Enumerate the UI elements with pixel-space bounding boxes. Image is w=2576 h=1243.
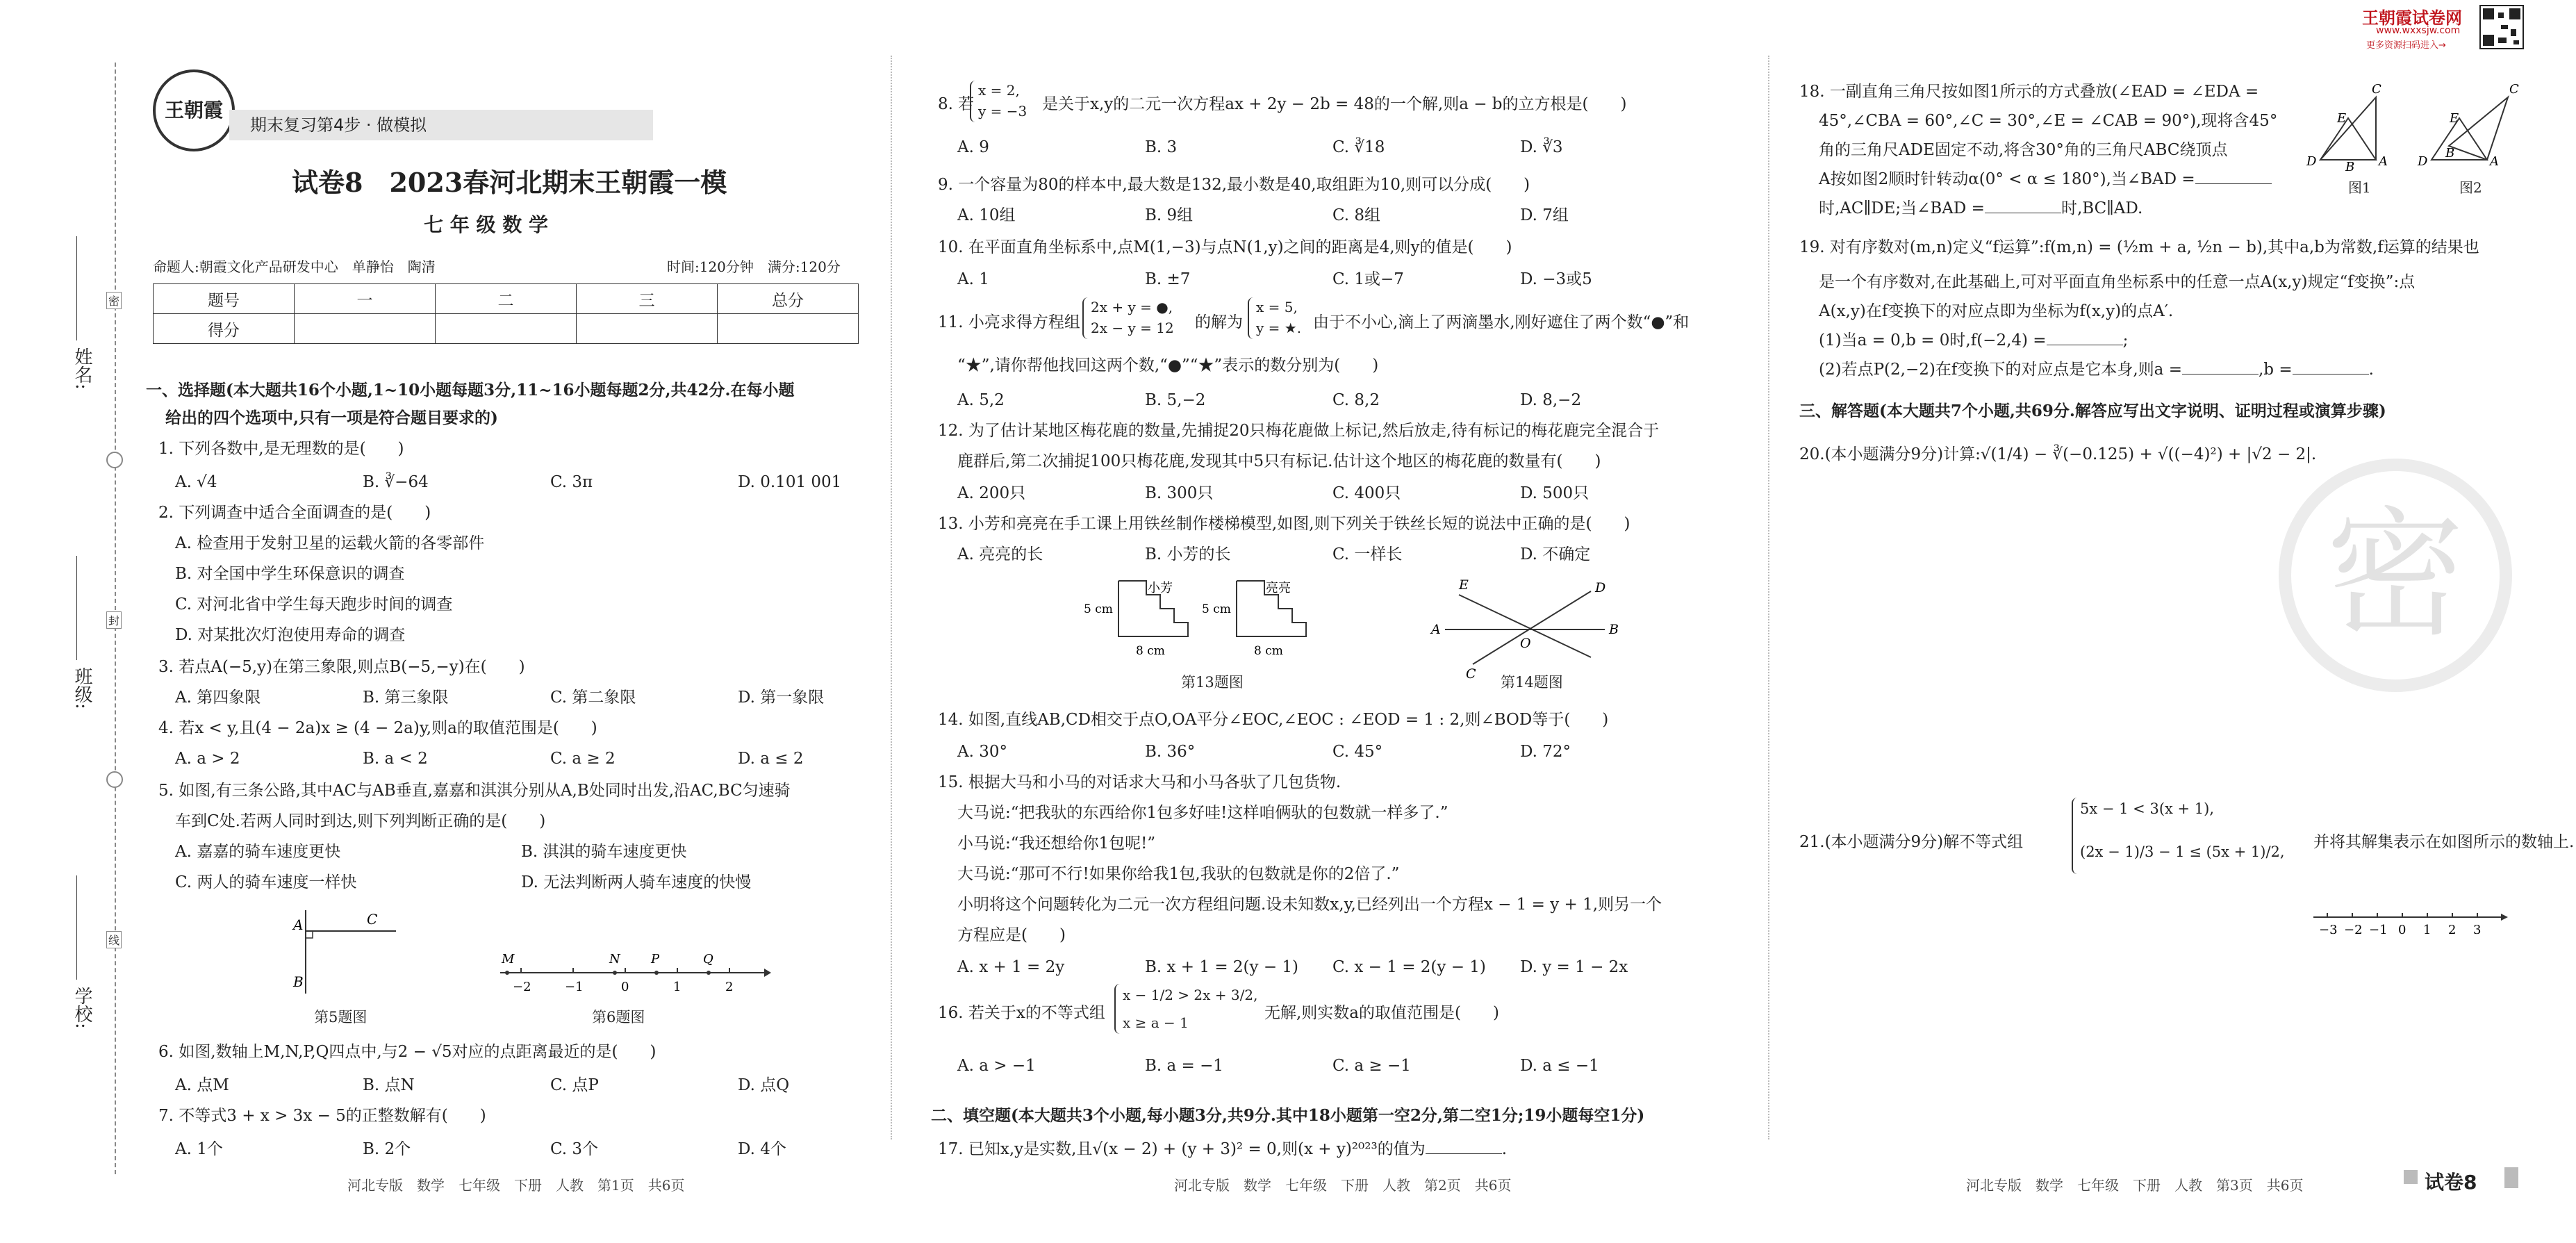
option[interactable]: D. ∛3: [1520, 138, 1563, 156]
score-header: 总分: [718, 284, 859, 314]
q16-options: [957, 1056, 1708, 1076]
option[interactable]: B. 300只: [1145, 484, 1214, 502]
q18-stem-cont: 角的三角尺ADE固定不动,将含30°角的三角尺ABC绕顶点: [1819, 141, 2228, 159]
q6-options: [175, 1076, 925, 1095]
page-footer: 河北专版 数学 七年级 下册 人教 第2页 共6页: [1174, 1177, 1512, 1194]
option[interactable]: B. 淇淇的骑车速度更快: [521, 843, 687, 861]
score-cell[interactable]: [436, 314, 577, 344]
point-label: E: [2450, 111, 2459, 126]
watermark-seal: 密: [2279, 459, 2512, 692]
score-header: 一: [295, 284, 436, 314]
answer-blank[interactable]: [1426, 1153, 1502, 1154]
score-header: 题号: [154, 284, 295, 314]
q8-label: 8. 若: [938, 95, 975, 113]
brand-tip: 更多资源扫码进入→: [2366, 40, 2446, 51]
q21-stem: 并将其解集表示在如图所示的数轴上.: [2313, 833, 2575, 851]
column-divider: [1768, 56, 1769, 1139]
option[interactable]: A. a > −1: [957, 1057, 1036, 1075]
q18-fig1-caption: 图1: [2348, 179, 2371, 196]
exam-title: 试卷8 2023春河北期末王朝霞一模: [292, 167, 727, 198]
point-label: A: [2379, 154, 2388, 169]
point-label: B: [293, 973, 304, 990]
point-label: B: [2445, 146, 2455, 160]
tick-label: 0: [621, 980, 629, 994]
option[interactable]: B. 小芳的长: [1145, 545, 1231, 563]
option[interactable]: C. ∛18: [1332, 138, 1385, 156]
name-field-line: [76, 236, 77, 340]
q17-end: .: [1501, 1140, 1507, 1158]
q17-text: 17. 已知x,y是实数,且√(x − 2) + (y + 3)² = 0,则(x + y)²⁰²³的值为: [938, 1140, 1426, 1158]
option[interactable]: B. 第三象限: [363, 689, 449, 707]
brace: [1114, 984, 1121, 1034]
q6-stem: 6. 如图,数轴上M,N,P,Q四点中,与2 − √5对应的点距离最近的是( ): [158, 1043, 657, 1061]
q19-text: ,b =: [2258, 361, 2293, 379]
q18-stem-cont: [1819, 170, 2272, 189]
point-label: M: [502, 952, 515, 966]
score-header: 三: [577, 284, 718, 314]
q19-stem: 19. 对有序数对(m,n)定义“f运算”:f(m,n) = (½m + a, ½n − b),其中a,b为常数,f运算的结果也: [1799, 238, 2479, 256]
option[interactable]: C. 第二象限: [550, 689, 636, 707]
q11-solution-line: x = 5,: [1256, 299, 1298, 315]
option[interactable]: B. 点N: [363, 1076, 415, 1094]
option[interactable]: D. 对某批次灯泡使用寿命的调查: [175, 626, 406, 644]
figure-name: 小芳: [1148, 581, 1173, 595]
q11-solution-line: y = ★.: [1256, 320, 1302, 336]
brace: [1082, 297, 1089, 339]
q16-system-line: x − 1/2 > 2x + 3/2,: [1123, 987, 1258, 1003]
q18-text: 时,BC∥AD.: [2061, 199, 2143, 217]
q6-fig-caption: 第6题图: [592, 1009, 645, 1026]
option[interactable]: D. 无法判断两人骑车速度的快慢: [521, 873, 752, 891]
q12-stem: 12. 为了估计某地区梅花鹿的数量,先捕捉20只梅花鹿做上标记,然后放走,待有标记的梅花鹿完全混合于: [938, 422, 1660, 440]
page-column-2: [917, 0, 1751, 1243]
tag-square-icon: [2404, 1170, 2418, 1184]
section1-title-cont: 给出的四个选项中,只有一项是符合题目要求的): [165, 409, 498, 427]
score-header: 二: [436, 284, 577, 314]
q4-stem: 4. 若x < y,且(4 − 2a)x ≥ (4 − 2a)y,则a的取值范围是( ): [158, 719, 597, 737]
option[interactable]: A. √4: [175, 473, 217, 491]
point-label: D: [2306, 154, 2317, 169]
point-label: C: [367, 911, 378, 928]
q4-options: [175, 749, 925, 768]
q18-stem: 18. 一副直角三角尺按如图1所示的方式叠放(∠EAD = ∠EDA =: [1799, 83, 2259, 101]
option[interactable]: A. 第四象限: [175, 689, 261, 707]
tick-label: −1: [2369, 923, 2388, 937]
q1-stem: 1. 下列各数中,是无理数的是( ): [158, 440, 404, 458]
option[interactable]: A. 1个: [175, 1140, 223, 1158]
point-label: B: [1609, 622, 1619, 637]
option[interactable]: B. 3: [1145, 138, 1178, 156]
point-label: E: [2337, 111, 2347, 126]
option[interactable]: B. 对全国中学生环保意识的调查: [175, 565, 405, 583]
option[interactable]: A. 检查用于发射卫星的运载火箭的各零部件: [175, 534, 485, 552]
option[interactable]: D. 4个: [738, 1140, 786, 1158]
option[interactable]: C. 400只: [1332, 484, 1401, 502]
tick-label: 2: [2448, 923, 2457, 937]
class-field-label: 班级:: [72, 667, 92, 709]
exam-subtitle: 七 年 级 数 学: [424, 213, 548, 236]
exam-authors: 命题人:朝霞文化产品研发中心 单静怡 陶清: [153, 258, 436, 275]
section2-title: 二、填空题(本大题共3个小题,每小题3分,共9分.其中18小题第一空2分,第二空1分;19小题每空1分): [931, 1106, 1645, 1125]
option[interactable]: A. 1: [957, 270, 989, 288]
q8-system-line: x = 2,: [978, 82, 1020, 99]
fold-mark: 封: [106, 611, 122, 629]
point-label: P: [651, 952, 660, 966]
q9-stem: 9. 一个容量为80的样本中,最大数是132,最小数是40,取组距为10,则可以分成( ): [938, 176, 1530, 194]
q19-text: (2)若点P(2,−2)在f变换下的对应点是它本身,则a =: [1819, 361, 2182, 379]
tick-label: 1: [673, 980, 682, 994]
brand-url[interactable]: www.wxxsjw.com: [2376, 25, 2461, 36]
option[interactable]: D. 0.101 001: [738, 473, 842, 491]
option[interactable]: A. 亮亮的长: [957, 545, 1043, 563]
point-label: A: [2490, 154, 2499, 169]
q5-stem: 5. 如图,有三条公路,其中AC与AB垂直,嘉嘉和淇淇分别从A,B处同时出发,沿AC,BC匀速骑: [158, 782, 791, 800]
binding-hole: [106, 452, 123, 468]
q15-dialogue: 大马说:“那可不行!如果你给我1包,我驮的包数就是你的2倍了.”: [957, 865, 1400, 883]
option[interactable]: A. 9: [957, 138, 989, 156]
q20-stem: 20.(本小题满分9分)计算:√(1/4) − ∛(−0.125) + √((−4)²) + |√2 − 2|.: [1799, 445, 2317, 463]
score-table: [153, 283, 859, 344]
q14-figure: [1431, 574, 1640, 682]
q21-system-line: 5x − 1 < 3(x + 1),: [2080, 800, 2215, 817]
option[interactable]: B. a = −1: [1145, 1057, 1224, 1075]
q13-options: [957, 545, 1708, 564]
option[interactable]: C. 对河北省中学生每天跑步时间的调查: [175, 595, 453, 614]
option[interactable]: A. 点M: [175, 1076, 229, 1094]
q12-options: [957, 484, 1708, 503]
option[interactable]: A. x + 1 = 2y: [957, 958, 1065, 976]
q11-stem-cont: “★”,请你帮他找回这两个数,“●”“★”表示的数分别为( ): [957, 356, 1379, 374]
q18-stem-cont: [1819, 199, 2142, 218]
option[interactable]: D. 不确定: [1520, 545, 1591, 563]
option[interactable]: C. 两人的骑车速度一样快: [175, 873, 357, 891]
q6-number-line: [493, 945, 771, 1001]
q16-stem: 无解,则实数a的取值范围是( ): [1264, 1004, 1499, 1022]
name-field-label: 姓名:: [72, 347, 92, 390]
q15-stem-cont: 小明将这个问题转化为二元一次方程组问题.设未知数x,y,已经列出一个方程x − 1 = y + 1,则另一个: [957, 896, 1662, 914]
page-footer: 河北专版 数学 七年级 下册 人教 第3页 共6页: [1966, 1177, 2304, 1194]
point-label: O: [1520, 636, 1531, 651]
q8-options: [957, 138, 1708, 157]
option[interactable]: D. y = 1 − 2x: [1520, 958, 1628, 976]
tick-label: −2: [2344, 923, 2363, 937]
q15-dialogue: 大马说:“把我驮的东西给你1包多好哇!这样咱俩驮的包数就一样多了.”: [957, 804, 1448, 822]
option[interactable]: C. 45°: [1332, 743, 1383, 761]
logo-seal: 王朝霞: [153, 69, 235, 151]
option[interactable]: C. 点P: [550, 1076, 599, 1094]
q10-options: [957, 270, 1708, 289]
class-field-line: [76, 556, 77, 660]
option[interactable]: D. 8,−2: [1520, 391, 1582, 409]
q14-options: [957, 742, 1708, 762]
dimension-label: 5 cm: [1202, 602, 1231, 616]
column-divider: [891, 56, 892, 1139]
q18-stem-cont: 45°,∠CBA = 60°,∠C = 30°,∠E = ∠CAB = 90°),现将含45°: [1819, 112, 2278, 130]
brace: [970, 81, 977, 122]
dimension-label: 5 cm: [1084, 602, 1113, 616]
option[interactable]: D. a ≤ −1: [1520, 1057, 1599, 1075]
q21-system-line: (2x − 1)/3 − 1 ≤ (5x + 1)/2,: [2080, 843, 2285, 860]
q13-stem: 13. 小芳和亮亮在手工课上用铁丝制作楼梯模型,如图,则下列关于铁丝长短的说法中正确的是( ): [938, 515, 1630, 533]
option[interactable]: C. 8,2: [1332, 391, 1380, 409]
option[interactable]: B. 5,−2: [1145, 391, 1206, 409]
q18-figure-2: [2418, 83, 2522, 188]
score-cell[interactable]: [577, 314, 718, 344]
option[interactable]: A. 30°: [957, 743, 1007, 761]
q11-system-line: 2x + y = ●,: [1091, 299, 1173, 315]
option[interactable]: B. 9组: [1145, 206, 1194, 224]
point-label: N: [609, 952, 620, 966]
option[interactable]: C. 3π: [550, 473, 593, 491]
option[interactable]: A. 10组: [957, 206, 1016, 224]
option[interactable]: D. −3或5: [1520, 270, 1592, 288]
binding-hole: [106, 771, 123, 788]
q18-text: A按如图2顺时针转动α(0° < α ≤ 180°),当∠BAD =: [1819, 170, 2195, 188]
dimension-label: 8 cm: [1136, 644, 1165, 658]
point-label: C: [2509, 82, 2519, 97]
figure-name: 亮亮: [1266, 581, 1291, 595]
point-label: A: [293, 916, 304, 933]
q8-system-line: y = −3: [978, 103, 1027, 120]
option[interactable]: C. 1或−7: [1332, 270, 1404, 288]
q12-stem-cont: 鹿群后,第二次捕捉100只梅花鹿,发现其中5只有标记.估计这个地区的梅花鹿的数量有( ): [957, 452, 1601, 470]
q21-label: 21.(本小题满分9分)解不等式组: [1799, 833, 2024, 851]
point-label: D: [1595, 580, 1606, 595]
number-line-ticks: [521, 968, 729, 973]
point-label: A: [1431, 622, 1441, 637]
point-label: C: [2372, 82, 2381, 97]
option[interactable]: B. 2个: [363, 1140, 411, 1158]
option[interactable]: C. 一样长: [1332, 545, 1403, 563]
seal-mark: 密: [106, 292, 122, 309]
option[interactable]: A. 嘉嘉的骑车速度更快: [175, 843, 341, 861]
q14-fig-caption: 第14题图: [1501, 674, 1563, 691]
option[interactable]: D. 7组: [1520, 206, 1569, 224]
q8-stem: 是关于x,y的二元一次方程ax + 2y − 2b = 48的一个解,则a − b的立方根是( ): [1042, 95, 1627, 113]
page-footer: 河北专版 数学 七年级 下册 人教 第1页 共6页: [347, 1177, 685, 1194]
q15-dialogue: 小马说:“我还想给你1包呢!”: [957, 834, 1156, 853]
section1-title: 一、选择题(本大题共16个小题,1~10小题每题3分,11~16小题每题2分,共42分.在每小题: [146, 381, 795, 400]
option[interactable]: C. x − 1 = 2(y − 1): [1332, 958, 1486, 976]
point-label: E: [1459, 577, 1469, 593]
tick-label: 1: [2423, 923, 2431, 937]
option[interactable]: D. 第一象限: [738, 689, 825, 707]
q5-fig-caption: 第5题图: [314, 1009, 368, 1026]
option[interactable]: C. 3个: [550, 1140, 599, 1158]
q3-stem: 3. 若点A(−5,y)在第三象限,则点B(−5,−y)在( ): [158, 658, 525, 676]
tag-bar-icon: [2504, 1167, 2518, 1188]
tick-label: 2: [725, 980, 734, 994]
q13-fig-caption: 第13题图: [1181, 674, 1244, 691]
option[interactable]: C. a ≥ −1: [1332, 1057, 1411, 1075]
section3-title: 三、解答题(本大题共7个小题,共69分.解答应写出文字说明、证明过程或演算步骤): [1799, 402, 2386, 420]
option[interactable]: B. 36°: [1145, 743, 1196, 761]
option[interactable]: C. 8组: [1332, 206, 1381, 224]
q18-fig2-caption: 图2: [2459, 179, 2482, 196]
brace: [2072, 798, 2079, 874]
page-column-1: [139, 0, 861, 1243]
line-mark: 线: [106, 931, 122, 948]
q19-text: (1)当a = 0,b = 0时,f(−2,4) =: [1819, 331, 2047, 349]
q19-stem-cont: 是一个有序数对,在此基础上,可对平面直角坐标系中的任意一点A(x,y)规定“f变换”:点: [1819, 273, 2416, 291]
score-cell[interactable]: [295, 314, 436, 344]
qr-code-icon[interactable]: [2480, 6, 2523, 49]
q11-stem: 由于不小心,滴上了两滴墨水,刚好遮住了两个数“●”和: [1313, 313, 1690, 331]
point-label: C: [1466, 666, 1476, 682]
school-field-line: [76, 875, 77, 980]
brace: [1248, 297, 1255, 339]
q11-label: 11. 小亮求得方程组: [938, 313, 1080, 331]
q3-options: [175, 688, 925, 707]
q19-part1: (1)当a = 0,b = 0时,f(−2,4) = ;: [1819, 331, 2129, 349]
brand-name: 王朝霞试卷网: [2362, 8, 2462, 28]
point-label: D: [2418, 154, 2428, 169]
option[interactable]: B. x + 1 = 2(y − 1): [1145, 958, 1299, 976]
option[interactable]: D. 72°: [1520, 743, 1571, 761]
q13-staircase-figure: [1084, 574, 1382, 664]
q18-text: 时,AC∥DE;当∠BAD =: [1819, 199, 1985, 217]
q21-number-line: [2306, 903, 2515, 945]
q18-figure-1: [2306, 83, 2411, 188]
review-banner: 期末复习第4步 · 做模拟: [229, 110, 653, 140]
q7-stem: 7. 不等式3 + x > 3x − 5的正整数解有( ): [158, 1107, 486, 1125]
tick-label: −1: [565, 980, 584, 994]
exam-time-score: 时间:120分钟 满分:120分: [667, 258, 841, 275]
q15-stem: 15. 根据大马和小马的对话求大马和小马各驮了几包货物.: [938, 773, 1341, 791]
option[interactable]: D. 500只: [1520, 484, 1590, 502]
option[interactable]: A. a > 2: [175, 750, 240, 768]
q9-options: [957, 206, 1708, 225]
score-row-label: 得分: [154, 314, 295, 344]
q19-part2: (2)若点P(2,−2)在f变换下的对应点是它本身,则a = ,b = .: [1819, 361, 2374, 379]
tick-label: −2: [513, 980, 531, 994]
point-label: Q: [703, 952, 713, 966]
option[interactable]: A. 200只: [957, 484, 1026, 502]
q11-mid: 的解为: [1195, 313, 1243, 331]
q5-stem-cont: 车到C处.若两人同时到达,则下列判断正确的是( ): [175, 812, 546, 830]
option[interactable]: D. a ≤ 2: [738, 750, 804, 768]
q10-stem: 10. 在平面直角坐标系中,点M(1,−3)与点N(1,y)之间的距离是4,则y的值是( ): [938, 238, 1512, 256]
q17-stem: [938, 1139, 1507, 1159]
q1-options: [175, 472, 925, 492]
score-cell[interactable]: [718, 314, 859, 344]
page-column-3: [1792, 0, 2575, 1243]
q5-figure: [285, 903, 424, 1001]
q2-stem: 2. 下列调查中适合全面调查的是( ): [158, 504, 431, 522]
q11-options: [957, 390, 1708, 410]
tick-label: −3: [2319, 923, 2338, 937]
q16-system-line: x ≥ a − 1: [1123, 1014, 1189, 1031]
q15-stem-cont: 方程应是( ): [957, 926, 1066, 944]
option[interactable]: D. 点Q: [738, 1076, 790, 1094]
option[interactable]: B. a < 2: [363, 750, 428, 768]
q11-system-line: 2x − y = 12: [1091, 320, 1174, 336]
q14-stem: 14. 如图,直线AB,CD相交于点O,OA平分∠EOC,∠EOC : ∠EOD = 1 : 2,则∠BOD等于( ): [938, 711, 1609, 729]
tick-label: 0: [2398, 923, 2406, 937]
option[interactable]: B. ∛−64: [363, 473, 429, 491]
option[interactable]: C. a ≥ 2: [550, 750, 616, 768]
q15-options: [957, 957, 1708, 977]
tick-label: 3: [2473, 923, 2482, 937]
dimension-label: 8 cm: [1254, 644, 1283, 658]
paper-tag: 试卷8: [2425, 1171, 2477, 1194]
answer-blank[interactable]: [2195, 183, 2272, 184]
q16-label: 16. 若关于x的不等式组: [938, 1004, 1105, 1022]
point-label: B: [2345, 160, 2355, 174]
school-field-label: 学校:: [72, 987, 92, 1029]
option[interactable]: B. ±7: [1145, 270, 1191, 288]
q7-options: [175, 1139, 925, 1159]
option[interactable]: A. 5,2: [957, 391, 1005, 409]
q19-stem-cont: A(x,y)在f变换下的对应点即为坐标为f(x,y)的点A′.: [1819, 302, 2174, 320]
